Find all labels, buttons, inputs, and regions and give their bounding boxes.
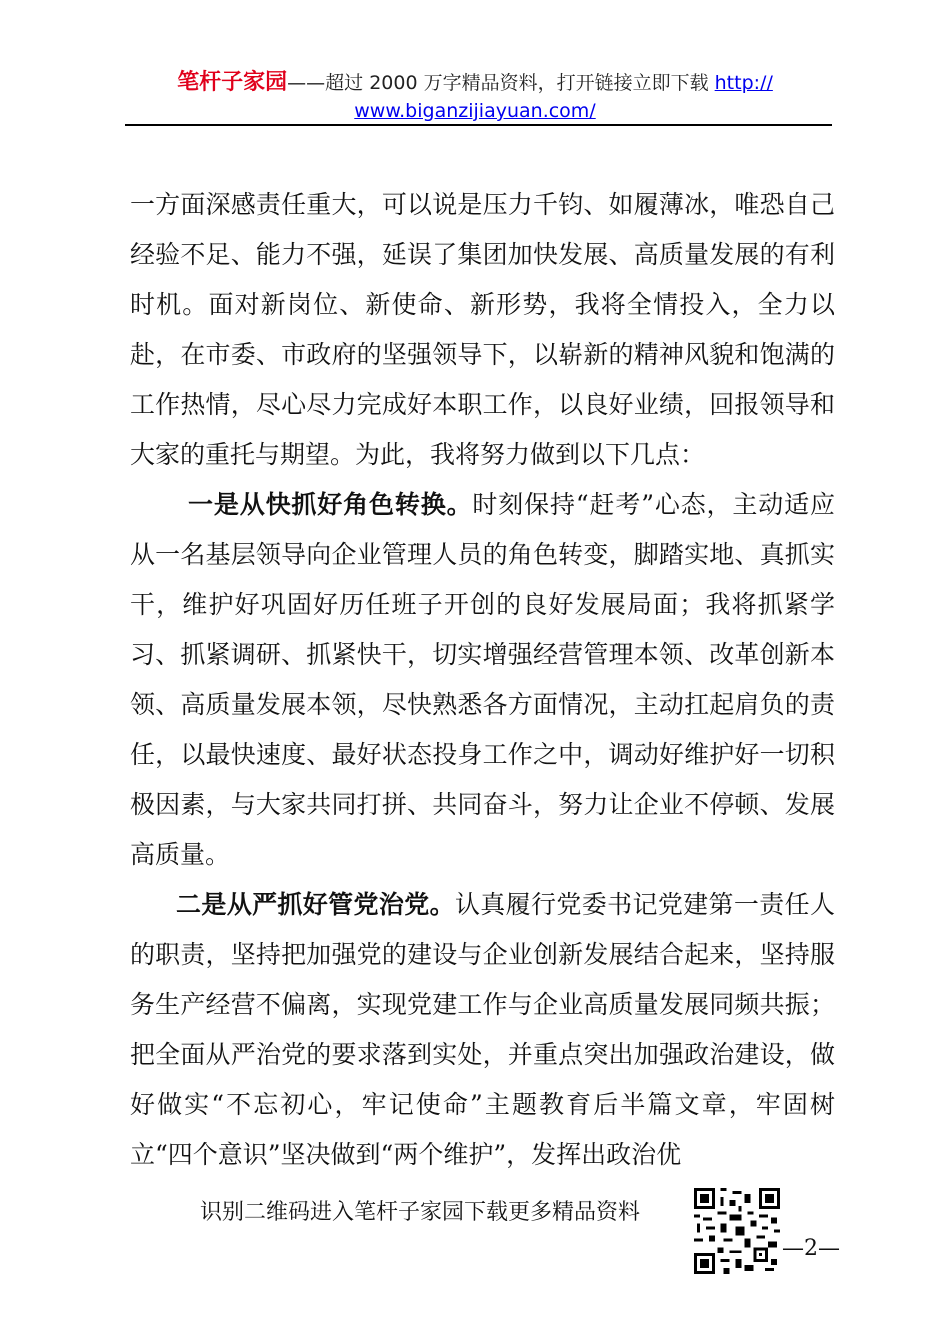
paragraph-2-text: 时刻保持“赶考”心态，主动适应从一名基层领导向企业管理人员的角色转变，脚踏实地、真抓实干，维护好巩固好历任班子开创的良好发展局面；我将抓紧学习、抓紧调研、抓紧快干，切实增强经营管理本领、改革创新本领、高质量发展本领，尽快熟悉各方面情况，主动扛起肩负的责任，以最快速度、最好状态投身工作之中，调动好维护好一切积极因素，与大家共同打拼、共同奋斗，努力让企业不停顿、发展高质量。 bbox=[130, 490, 835, 869]
paragraph-3 bbox=[130, 880, 835, 1180]
qr-code-icon[interactable] bbox=[694, 1188, 780, 1274]
header-tagline: ——超过 2000 万字精品资料，打开链接立即下载 bbox=[287, 72, 715, 94]
page-header bbox=[0, 70, 950, 96]
paragraph-2 bbox=[130, 480, 835, 880]
paragraph-3-text: 认真履行党委书记党建第一责任人的职责，坚持把加强党的建设与企业创新发展结合起来，坚持服务生产经营不偏离，实现党建工作与企业高质量发展同频共振；把全面从严治党的要求落到实处，并重点突出加强政治建设，做好做实“不忘初心，牢记使命”主题教育后半篇文章，牢固树立“四个意识”坚决做到“两个维护”，发挥出政治优 bbox=[130, 890, 835, 1169]
page-header-line2 bbox=[0, 98, 950, 124]
paragraph-3-lead: 二是从严抓好管党治党。 bbox=[176, 890, 455, 919]
website-link-part2[interactable]: www.biganzijiayuan.com/ bbox=[354, 100, 596, 122]
page-number: —2— bbox=[782, 1236, 840, 1261]
header-divider bbox=[125, 124, 832, 126]
website-link-part1[interactable]: http:// bbox=[714, 72, 773, 94]
paragraph-1: 一方面深感责任重大，可以说是压力千钧、如履薄冰，唯恐自己经验不足、能力不强，延误了集团加快发展、高质量发展的有利时机。面对新岗位、新使命、新形势，我将全情投入，全力以赴，在市委、市政府的坚强领导下，以崭新的精神风貌和饱满的工作热情，尽心尽力完成好本职工作，以良好业绩，回报领导和大家的重托与期望。为此，我将努力做到以下几点： bbox=[130, 190, 835, 469]
footer-caption: 识别二维码进入笔杆子家园下载更多精品资料 bbox=[200, 1200, 641, 1225]
brand-name: 笔杆子家园 bbox=[177, 70, 288, 95]
paragraph-2-lead: 一是从快抓好角色转换。 bbox=[188, 490, 473, 519]
